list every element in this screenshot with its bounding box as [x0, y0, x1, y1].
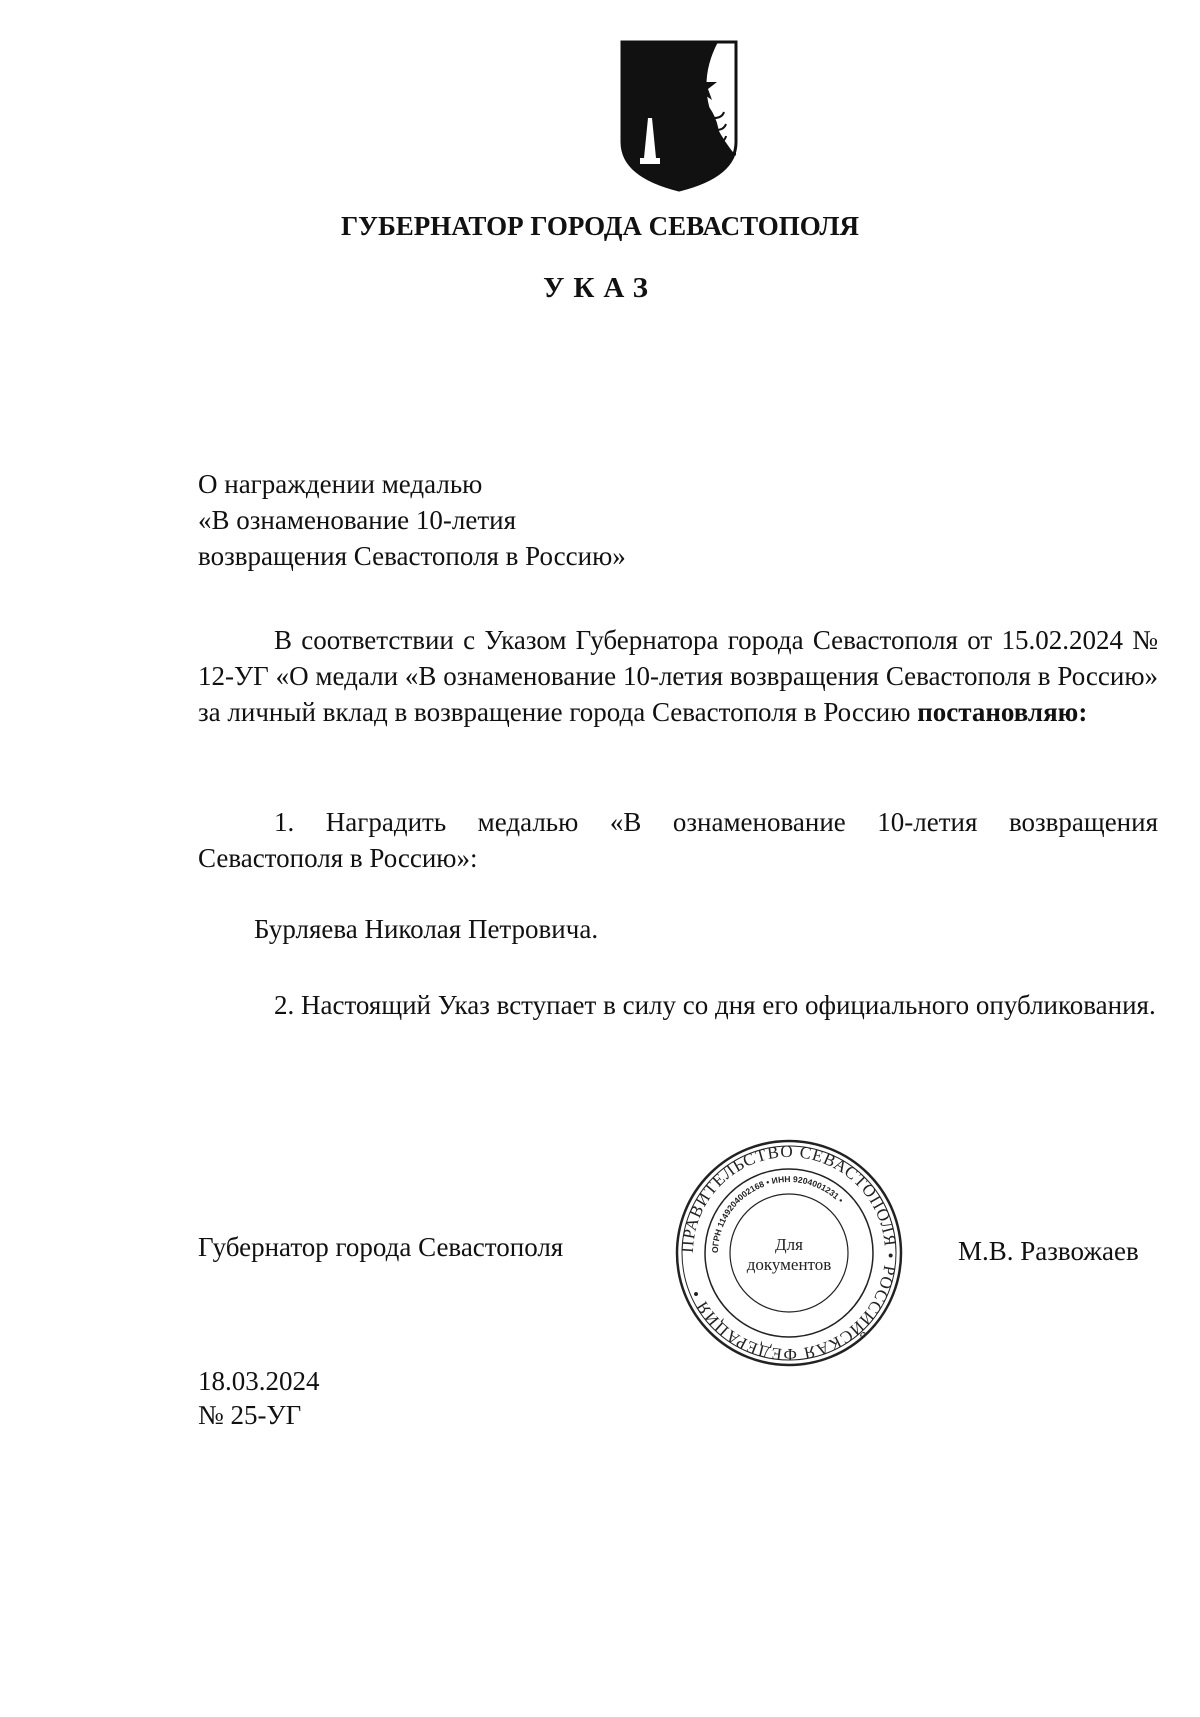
issuing-authority-title: ГУБЕРНАТОР ГОРОДА СЕВАСТОПОЛЯ [340, 211, 860, 241]
signatory-name: М.В. Развожаев [958, 1236, 1139, 1266]
coat-of-arms-icon [618, 38, 740, 194]
award-recipient: Бурляева Николая Петровича. [254, 914, 599, 944]
seal-stamp-icon [668, 1138, 910, 1368]
document-date: 18.03.2024 [198, 1366, 320, 1396]
preamble-text: В соответствии с Указом Губернатора города Севастополя от 15.02.2024 № 12-УГ «О медали «В ознаменование 10-летия возвращения Севастополя в Россию» за личный вклад в возвращение города Севастополя в Россию [198, 625, 1158, 727]
clause-2 [198, 987, 1158, 1023]
coat-of-arms-emblem [618, 38, 740, 194]
signatory-role: Губернатор города Севастополя [198, 1232, 564, 1262]
subject-line-2: «В ознаменование 10-летия [198, 505, 517, 535]
official-seal [668, 1138, 910, 1368]
document-subject [198, 466, 626, 574]
seal-inner-text: ОГРН 1149204002168 • ИНН 9204001231 • [709, 1173, 846, 1254]
seal-center-line-2: документов [746, 1255, 832, 1274]
seal-center-line-1: Для [775, 1235, 803, 1254]
preamble-emphasis: постановляю: [917, 697, 1088, 727]
clause-1-text: 1. Наградить медалью «В ознаменование 10-летия возвращения Севастополя в Россию»: [198, 807, 1158, 873]
document-type-title: УКАЗ [543, 272, 657, 304]
document-number: № 25-УГ [198, 1400, 302, 1430]
seal-outer-text: ПРАВИТЕЛЬСТВО СЕВАСТОПОЛЯ • РОССИЙСКАЯ ФЕДЕРАЦИЯ • [677, 1141, 901, 1365]
subject-line-1: О награждении медалью [198, 469, 483, 499]
preamble-paragraph [198, 622, 1158, 730]
subject-line-3: возвращения Севастополя в Россию» [198, 541, 626, 571]
clause-1 [198, 804, 1158, 876]
clause-2-text: 2. Настоящий Указ вступает в силу со дня его официального опубликования. [274, 990, 1156, 1020]
